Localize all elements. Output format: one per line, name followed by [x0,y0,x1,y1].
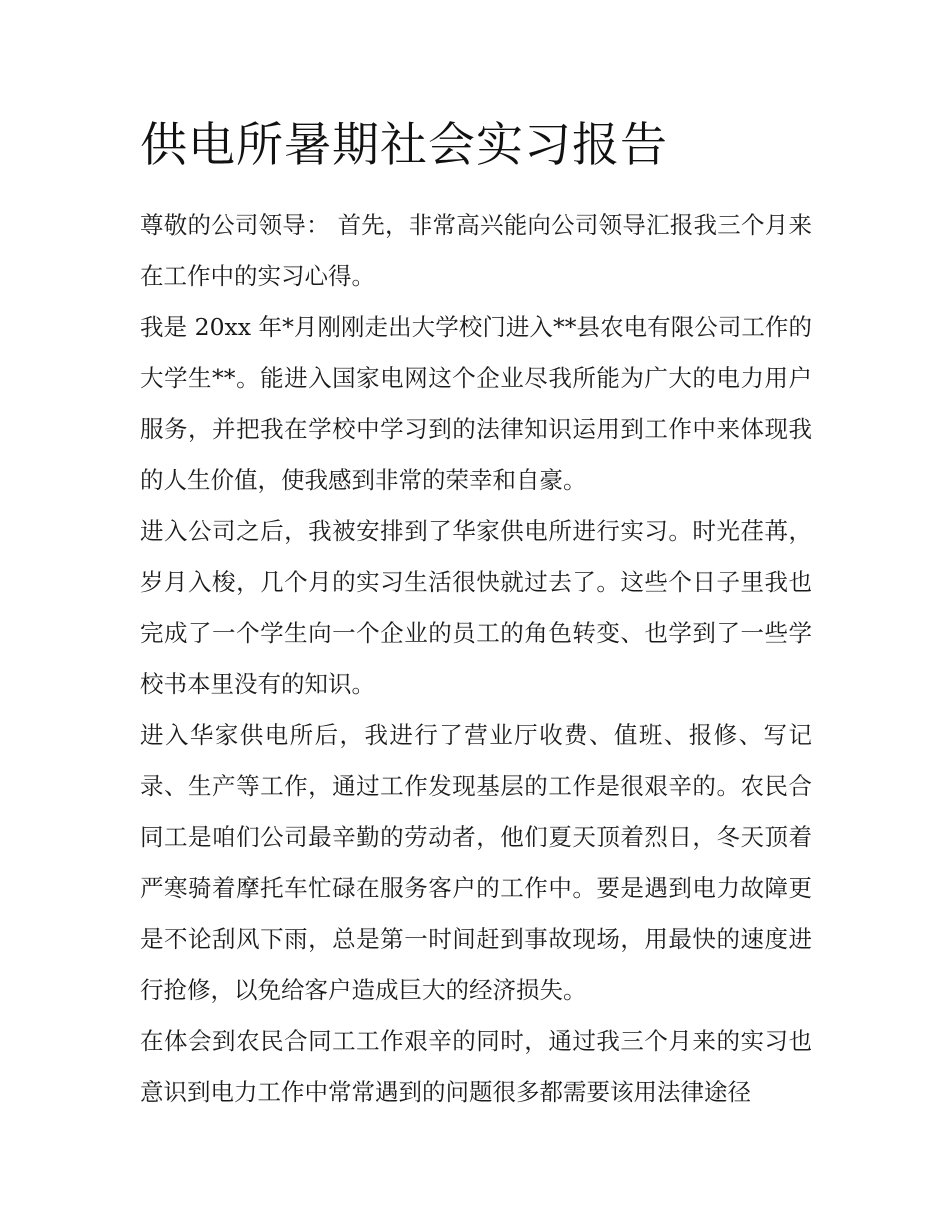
paragraph-work-experience: 进入华家供电所后，我进行了营业厅收费、值班、报修、写记录、生产等工作，通过工作发现基层的工作是很艰辛的。农民合同工是咱们公司最辛勤的劳动者，他们夏天顶着烈日，冬天顶着严寒骑着摩托车忙碌在服务客户的工作中。要是遇到电力故障更是不论刮风下雨，总是第一时间赶到事故现场，用最快的速度进行抢修，以免给客户造成巨大的经济损失。 [140,721,812,1004]
paragraph-internship-start: 进入公司之后，我被安排到了华家供电所进行实习。时光荏苒，岁月入梭，几个月的实习生活很快就过去了。这些个日子里我也完成了一个学生向一个企业的员工的角色转变、也学到了一些学校书本里没有的知识。 [140,517,812,698]
document-title: 供电所暑期社会实习报告 [140,118,668,173]
document-body [140,112,830,1118]
paragraph-reflection: 在体会到农民合同工工作艰辛的同时，通过我三个月来的实习也意识到电力工作中常常遇到的问题很多都需要该用法律途径 [140,1027,812,1106]
paragraph-introduction: 我是 20xx 年*月刚刚走出大学校门进入**县农电有限公司工作的大学生**。能进入国家电网这个企业尽我所能为广大的电力用户服务，并把我在学校中学习到的法律知识运用到工作中来体现我的人生价值，使我感到非常的荣幸和自豪。 [140,313,812,494]
paragraph-greeting: 尊敬的公司领导： 首先，非常高兴能向公司领导汇报我三个月来在工作中的实习心得。 [140,211,812,290]
